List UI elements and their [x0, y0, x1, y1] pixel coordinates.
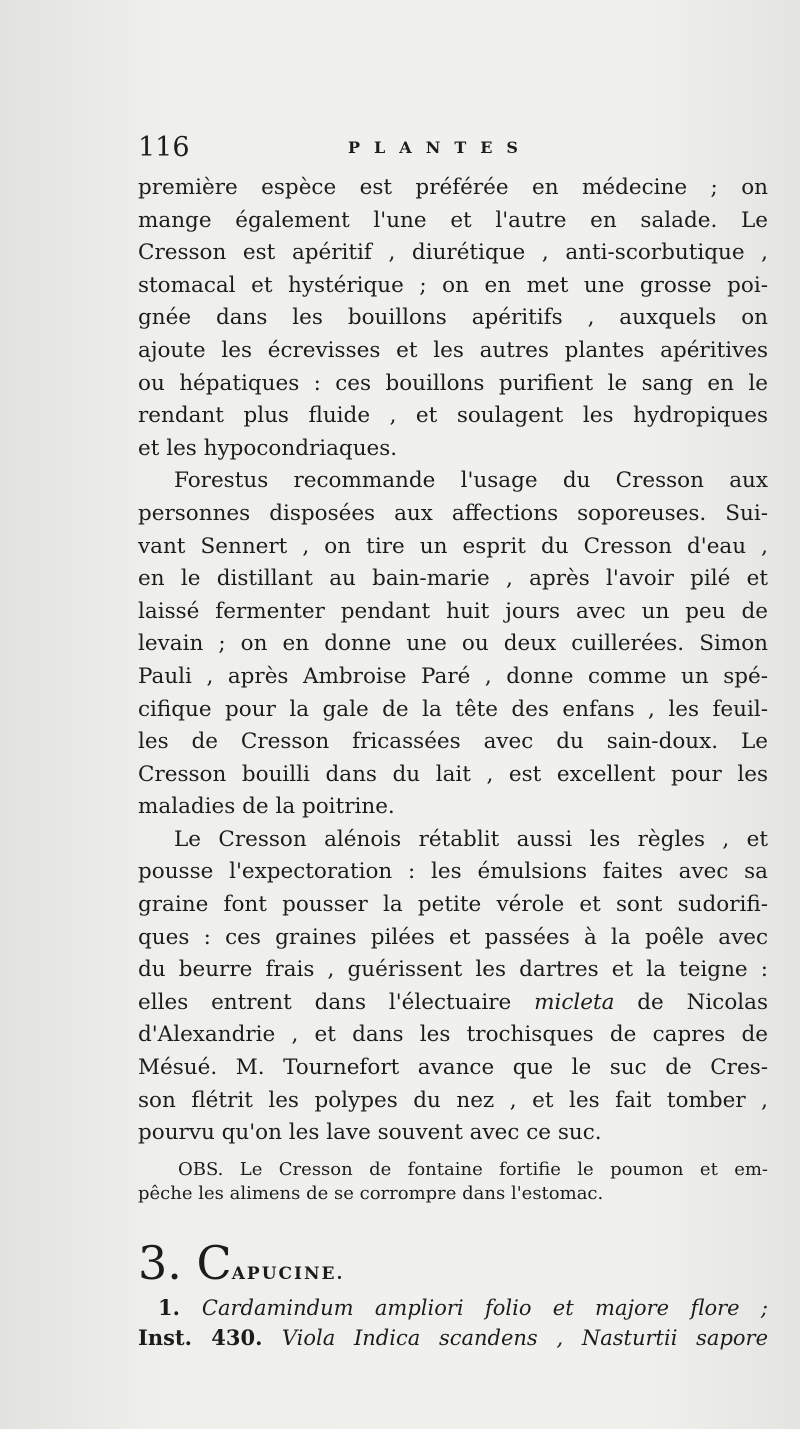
- italic-term: micleta: [534, 989, 615, 1015]
- species-list: [138, 1293, 768, 1353]
- section-title-rest: APUCINE.: [231, 1263, 345, 1284]
- text-line: son flétrit les polypes du nez , et les fait tomber ,: [138, 1087, 768, 1113]
- text-line: ques : ces graines pilées et passées à la poêle avec: [138, 924, 768, 950]
- page-header: [138, 132, 768, 172]
- text-line: Cresson est apéritif , diurétique , anti-scorbutique ,: [138, 240, 768, 266]
- text-line: maladies de la poitrine.: [138, 794, 395, 820]
- species-line: [138, 1293, 768, 1323]
- running-title: PLANTES: [348, 138, 532, 157]
- text-line: Forestus recommande l'usage du Cresson aux: [174, 468, 768, 494]
- text-line: mange également l'une et l'autre en salade. Le: [138, 207, 768, 233]
- text-block: [138, 132, 768, 1353]
- text-line: première espèce est préférée en médecine ; on: [138, 175, 768, 200]
- text-line: en le distillant au bain-marie , après l'avoir pilé et: [138, 566, 768, 592]
- text-line: vant Sennert , on tire un esprit du Cresson d'eau ,: [138, 533, 768, 559]
- text-line: Mésué. M. Tournefort avance que le suc de Cres-: [138, 1055, 768, 1081]
- species-name: Viola Indica scandens , Nasturtii sapore: [281, 1325, 768, 1350]
- text-segment: elles entrent dans l'électuaire: [138, 989, 535, 1015]
- text-line: levain ; on en donne une ou deux cuillerées. Simon: [138, 631, 768, 657]
- species-number: 1.: [158, 1294, 202, 1320]
- text-line: Cresson bouilli dans du lait , est excellent pour les: [138, 761, 768, 787]
- text-line: personnes disposées aux affections soporeuses. Sui-: [138, 500, 768, 526]
- text-line: graine font pousser la petite vérole et sont sudorifi-: [138, 892, 768, 918]
- text-line: cifique pour la gale de la tête des enfans , les feuil-: [138, 696, 768, 722]
- section-heading: [138, 1233, 768, 1293]
- text-line: gnée dans les bouillons apéritifs , auxquels on: [138, 305, 768, 331]
- observation-note: [138, 1158, 768, 1207]
- text-line: pourvu qu'on les lave souvent avec ce suc.: [138, 1120, 602, 1146]
- text-line: ou hépatiques : ces bouillons purifient le sang en le: [138, 370, 768, 396]
- page-number: 116: [138, 132, 190, 163]
- species-line: [138, 1323, 768, 1353]
- text-line: d'Alexandrie , et dans les trochisques de capres de: [138, 1022, 768, 1048]
- paragraph-1: [138, 172, 768, 465]
- species-reference: Inst. 430.: [138, 1324, 282, 1350]
- section-numeral: 3. C: [138, 1235, 232, 1290]
- species-name: Cardamindum ampliori folio et majore flore ;: [201, 1295, 768, 1320]
- text-line: rendant plus fluide , et soulagent les hydropiques: [138, 403, 768, 429]
- text-line: stomacal et hystérique ; on en met une grosse poi-: [138, 272, 768, 298]
- paragraph-3: [138, 824, 768, 1150]
- text-line: [138, 987, 768, 1020]
- text-line: laissé fermenter pendant huit jours avec un peu de: [138, 598, 768, 624]
- note-line: OBS. Le Cresson de fontaine fortifie le poumon et em-: [178, 1158, 768, 1180]
- text-line: Pauli , après Ambroise Paré , donne comme un spé-: [138, 663, 768, 689]
- text-line: ajoute les écrevisses et les autres plantes apéritives: [138, 337, 768, 363]
- text-segment: de Nicolas: [614, 989, 768, 1015]
- paragraph-2: [138, 465, 768, 824]
- text-line: du beurre frais , guérissent les dartres et la teigne :: [138, 957, 768, 983]
- text-line: pousse l'expectoration : les émulsions faites avec sa: [138, 859, 768, 885]
- text-line: et les hypocondriaques.: [138, 435, 398, 461]
- text-line: les de Cresson fricassées avec du sain-doux. Le: [138, 729, 768, 755]
- text-line: Le Cresson alénois rétablit aussi les règles , et: [174, 826, 768, 852]
- note-line: pêche les alimens de se corrompre dans l'estomac.: [138, 1183, 604, 1205]
